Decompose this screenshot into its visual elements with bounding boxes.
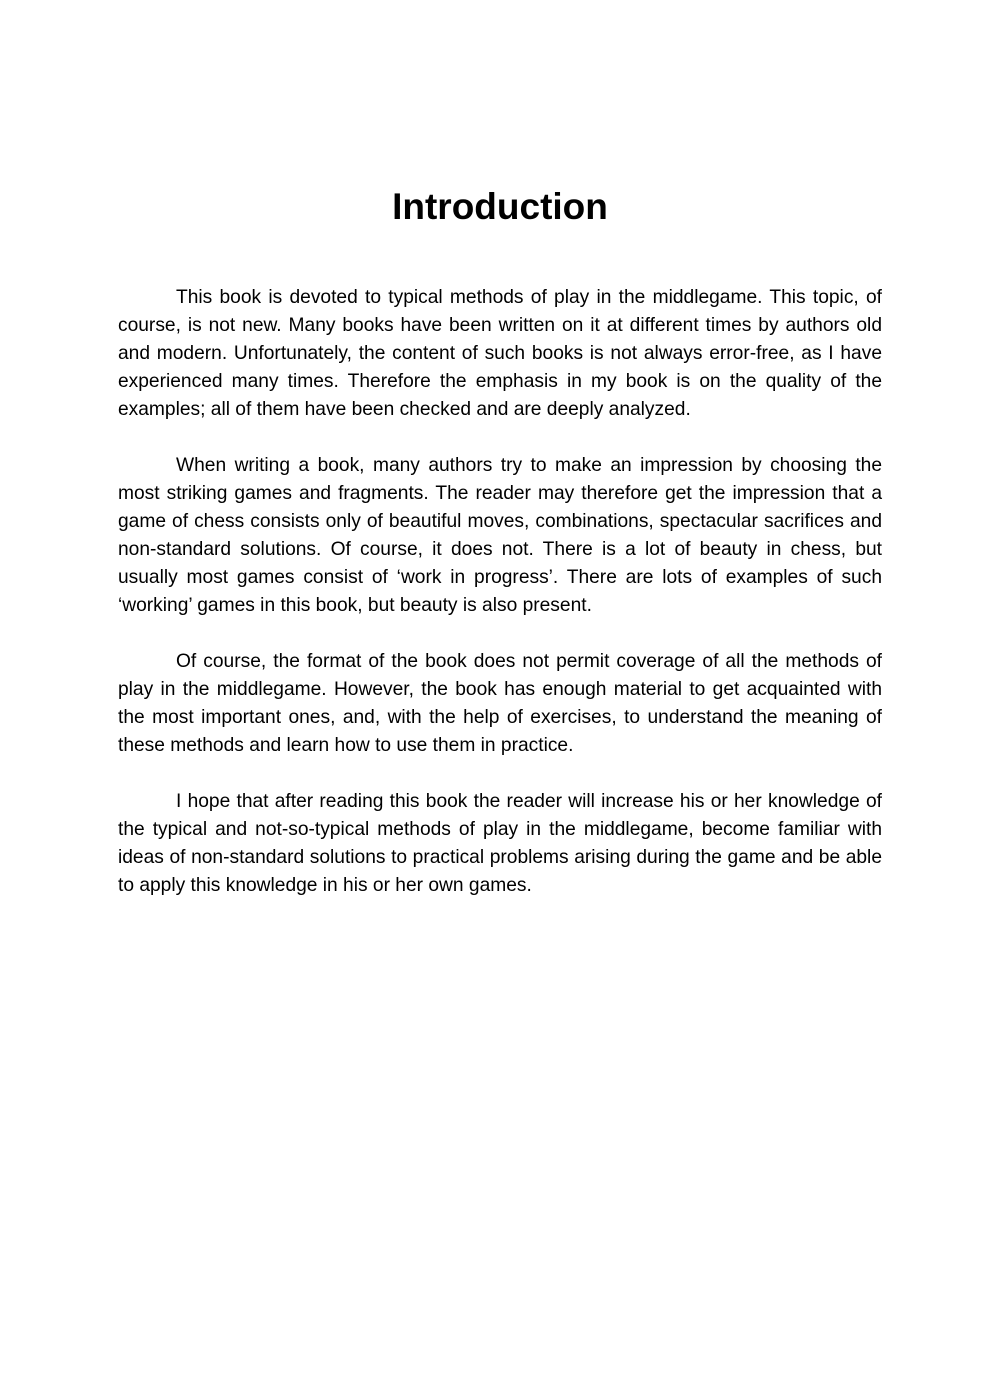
page-title: Introduction xyxy=(392,186,608,227)
paragraph-1: This book is devoted to typical methods of play in the middlegame. This topic, of course, is not new. Many books have been written on it at different times by authors old and modern. Unfortunately, the content of such books is not always error-free, as I have experienced many times. Therefore the emphasis in my book is on the quality of the examples; all of them have been checked and are deeply analyzed. xyxy=(118,287,882,420)
paragraph-4: I hope that after reading this book the reader will increase his or her knowledge of the typical and not-so-typical methods of play in the middlegame, become familiar with ideas of non-standard solutions to practical problems arising during the game and be able to apply this knowledge in his or her own games. xyxy=(118,791,882,896)
body-text xyxy=(118,284,882,928)
paragraph-2: When writing a book, many authors try to make an impression by choosing the most striking games and fragments. The reader may therefore get the impression that a game of chess consists only of beautiful moves, combinations, spectacular sacrifices and non-standard solutions. Of course, it does not. There is a lot of beauty in chess, but usually most games consist of ‘work in progress’. There are lots of examples of such ‘working’ games in this book, but beauty is also present. xyxy=(118,455,882,616)
paragraph-3: Of course, the format of the book does not permit coverage of all the methods of play in the middlegame. However, the book has enough material to get acquainted with the most important ones, and, with the help of exercises, to understand the meaning of these methods and learn how to use them in practice. xyxy=(118,651,882,756)
